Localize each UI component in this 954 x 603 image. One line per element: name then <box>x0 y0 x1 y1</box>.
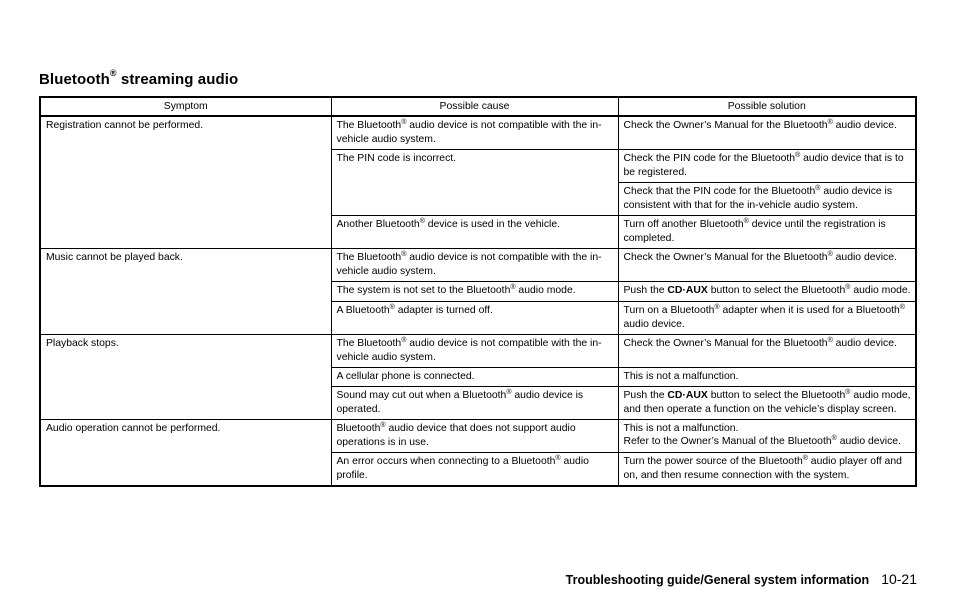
solution-cell: Turn on a Bluetooth® adapter when it is used for a Bluetooth® audio device. <box>618 302 916 335</box>
cause-cell: The Bluetooth® audio device is not compatible with the in-vehicle audio system. <box>331 335 618 368</box>
chapter-title: Troubleshooting guide/General system information <box>565 573 870 587</box>
solution-cell: Check that the PIN code for the Bluetooth® audio device is consistent with that for the in-vehicle audio system. <box>618 183 916 216</box>
cause-cell: The Bluetooth® audio device is not compatible with the in-vehicle audio system. <box>331 116 618 150</box>
header-solution: Possible solution <box>618 97 916 116</box>
table-row <box>40 116 916 150</box>
cd-aux-button-label: CD·AUX <box>667 390 708 401</box>
solution-cell: Check the Owner’s Manual for the Bluetooth® audio device. <box>618 335 916 368</box>
cause-cell: An error occurs when connecting to a Bluetooth® audio profile. <box>331 453 618 487</box>
page-number: 10-21 <box>881 571 917 587</box>
cause-cell: The PIN code is incorrect. <box>331 150 618 216</box>
table-row <box>40 420 916 453</box>
cause-cell: Sound may cut out when a Bluetooth® audio device is operated. <box>331 387 618 420</box>
header-symptom: Symptom <box>40 97 331 116</box>
section-title: Bluetooth® streaming audio <box>39 68 239 88</box>
table-row <box>40 249 916 282</box>
cause-cell: Another Bluetooth® device is used in the vehicle. <box>331 216 618 249</box>
cause-cell: The system is not set to the Bluetooth® audio mode. <box>331 282 618 302</box>
solution-cell: This is not a malfunction. <box>618 368 916 387</box>
troubleshooting-table <box>39 96 917 487</box>
solution-cell: Push the CD·AUX button to select the Bluetooth® audio mode. <box>618 282 916 302</box>
solution-cell: Check the Owner’s Manual for the Bluetooth® audio device. <box>618 249 916 282</box>
page-footer <box>566 571 917 587</box>
cause-cell: Bluetooth® audio device that does not support audio operations is in use. <box>331 420 618 453</box>
solution-cell: This is not a malfunction. Refer to the Owner’s Manual of the Bluetooth® audio device. <box>618 420 916 453</box>
solution-cell: Turn the power source of the Bluetooth® audio player off and on, and then resume connection with the system. <box>618 453 916 487</box>
cd-aux-button-label: CD·AUX <box>667 285 708 296</box>
solution-cell: Turn off another Bluetooth® device until the registration is completed. <box>618 216 916 249</box>
symptom-cell: Music cannot be played back. <box>40 249 331 335</box>
cause-cell: A Bluetooth® adapter is turned off. <box>331 302 618 335</box>
table-header-row <box>40 97 916 116</box>
symptom-cell: Audio operation cannot be performed. <box>40 420 331 487</box>
table-row <box>40 335 916 368</box>
symptom-cell: Registration cannot be performed. <box>40 116 331 249</box>
cause-cell: A cellular phone is connected. <box>331 368 618 387</box>
solution-cell: Check the Owner’s Manual for the Bluetooth® audio device. <box>618 116 916 150</box>
cause-cell: The Bluetooth® audio device is not compatible with the in-vehicle audio system. <box>331 249 618 282</box>
header-cause: Possible cause <box>331 97 618 116</box>
solution-cell: Push the CD·AUX button to select the Bluetooth® audio mode, and then operate a function on the vehicle’s display screen. <box>618 387 916 420</box>
solution-cell: Check the PIN code for the Bluetooth® audio device that is to be registered. <box>618 150 916 183</box>
symptom-cell: Playback stops. <box>40 335 331 420</box>
